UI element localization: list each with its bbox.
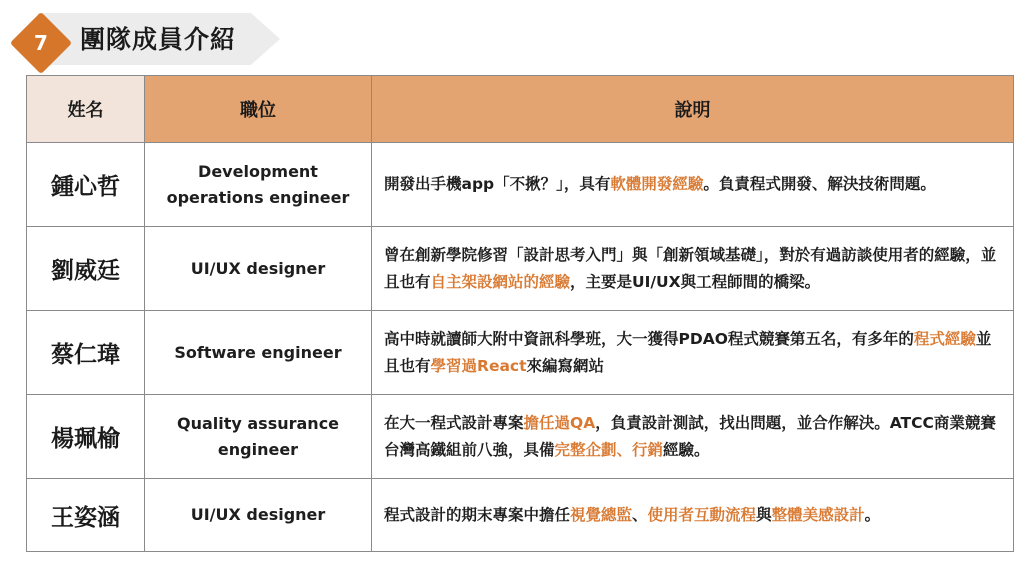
team-members-table (26, 75, 1014, 552)
description-text: 、 (632, 505, 648, 524)
member-description (372, 395, 1014, 479)
description-text: 曾在創新學院修習「設計思考入門」與「創新領域基礎」，對於有過訪談使用者的經驗，並且也有 (384, 245, 997, 291)
table-row (27, 479, 1014, 552)
description-text: 來編寫網站 (526, 356, 605, 375)
highlighted-text: 程式經驗 (913, 329, 976, 348)
column-header-description: 說明 (372, 76, 1014, 143)
page-title: 團隊成員介紹 (80, 25, 237, 54)
member-role: UI/UX designer (145, 479, 372, 552)
highlighted-text: 完整企劃、行銷 (554, 440, 664, 459)
table-row (27, 143, 1014, 227)
member-name: 鍾心哲 (27, 143, 145, 227)
member-description (372, 143, 1014, 227)
column-header-role: 職位 (145, 76, 372, 143)
member-role: Quality assurance engineer (145, 395, 372, 479)
description-text: 經驗。 (663, 440, 710, 459)
highlighted-text: 自主架設網站的經驗 (430, 272, 571, 291)
description-text: ，負責設計測試，找出問題，並合作解決。ATCC商業競賽台灣高鐵組前八強，具備 (384, 413, 996, 459)
highlighted-text: 使用者互動流程 (647, 505, 757, 524)
description-text: 。負責程式開發、解決技術問題。 (703, 175, 936, 193)
description-text: 並且也有 (384, 329, 992, 375)
highlighted-text: 整體美感設計 (771, 505, 865, 524)
description-text: 。 (864, 505, 881, 524)
highlighted-text: 視覺總監 (570, 505, 633, 524)
member-description (372, 227, 1014, 311)
column-header-name: 姓名 (27, 76, 145, 143)
member-name: 劉威廷 (27, 227, 145, 311)
highlighted-text: 軟體開發經驗 (610, 175, 704, 193)
highlighted-text: 學習過React (430, 356, 527, 375)
description-text: 開發出手機app「不揪？」，具有 (384, 175, 611, 193)
table-row (27, 311, 1014, 395)
member-role: Development operations engineer (145, 143, 372, 227)
description-text: 程式設計的期末專案中擔任 (384, 505, 571, 524)
description-text: 高中時就讀師大附中資訊科學班，大一獲得PDAO程式競賽第五名，有多年的 (384, 329, 914, 348)
member-name: 蔡仁瑋 (27, 311, 145, 395)
table-header-row (27, 76, 1014, 143)
description-text: ，主要是UI/UX與工程師間的橋梁。 (570, 272, 821, 291)
section-number: 7 (34, 31, 48, 55)
highlighted-text: 擔任過QA (523, 413, 596, 432)
description-text: 在大一程式設計專案 (384, 413, 524, 432)
member-description (372, 479, 1014, 552)
member-role: UI/UX designer (145, 227, 372, 311)
member-description (372, 311, 1014, 395)
description-text: 與 (756, 505, 772, 524)
table-row (27, 395, 1014, 479)
table-row (27, 227, 1014, 311)
member-name: 楊珮榆 (27, 395, 145, 479)
member-role: Software engineer (145, 311, 372, 395)
member-name: 王姿涵 (27, 479, 145, 552)
